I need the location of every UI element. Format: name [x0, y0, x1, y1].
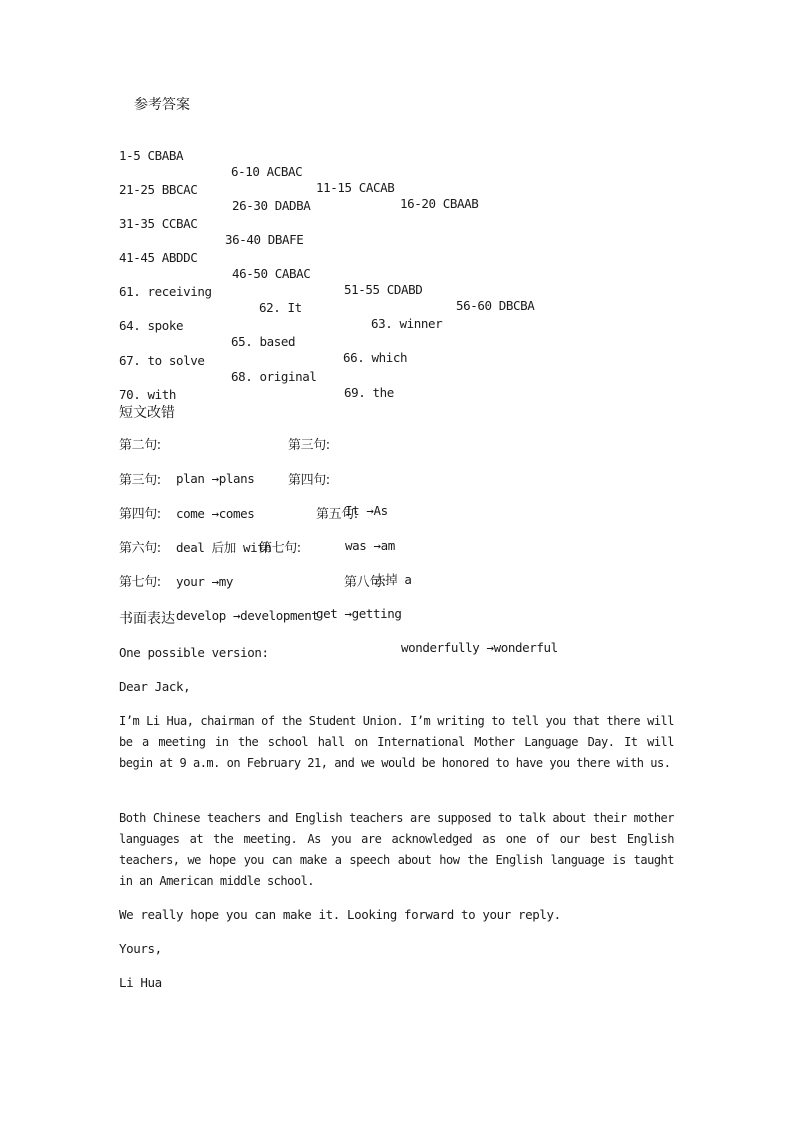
letter-paragraph-1: I’m Li Hua, chairman of the Student Union. I’m writing to tell you that there will be a meeting in the school hall on International Mother Language Day. It will begin at 9 a.m. on February 21, and we would be honored to have you there with us. [119, 714, 674, 770]
mc-group: 36-40 DBAFE [225, 232, 304, 247]
fill-answer: 61. receiving [119, 284, 212, 299]
mc-group: 1-5 CBABA [119, 148, 184, 163]
sentence-label: 第六句: [119, 541, 161, 556]
letter-closing: Yours, [119, 941, 162, 956]
letter-paragraph-3: We really hope you can make it. Looking forward to your reply. [119, 907, 561, 922]
mc-group: 56-60 DBCBA [456, 298, 535, 313]
sentence-label: 第七句: [119, 575, 161, 590]
writing-intro: One possible version: [119, 645, 269, 660]
letter-signature: Li Hua [119, 975, 162, 990]
letter-paragraph-2: Both Chinese teachers and English teachers are supposed to talk about their mother languages at the meeting. As you are acknowledged as one of our best English teachers, we hope you can make a speech about how the English language is taught in an American middle school. [119, 811, 674, 888]
correction-text: come →comes [176, 506, 255, 521]
answers-title: 参考答案 [134, 97, 190, 113]
correction-text: 去掉 a [373, 572, 412, 587]
writing-title: 书面表达 [119, 611, 175, 627]
mc-group: 21-25 BBCAC [119, 182, 198, 197]
mc-group: 46-50 CABAC [232, 266, 311, 281]
correction-text: your →my [176, 574, 234, 589]
fill-answer: 68. original [231, 369, 317, 384]
letter-greeting: Dear Jack, [119, 679, 191, 694]
sentence-label: 第三句: [119, 473, 161, 488]
sentence-label: 第八句: [344, 575, 386, 590]
correction-text: was →am [345, 538, 395, 553]
sentence-label: 第二句: [119, 438, 161, 453]
fill-answer: 70. with [119, 387, 177, 402]
correction-text: It →As [345, 503, 388, 518]
correction-title: 短文改错 [119, 405, 175, 421]
correction-text: develop →development [176, 608, 319, 623]
correction-text: plan →plans [176, 471, 255, 486]
fill-answer: 69. the [344, 385, 394, 400]
sentence-label: 第三句: [288, 438, 330, 453]
mc-group: 26-30 DADBA [232, 198, 311, 213]
mc-group: 51-55 CDABD [344, 282, 423, 297]
mc-group: 41-45 ABDDC [119, 250, 198, 265]
mc-group: 31-35 CCBAC [119, 216, 198, 231]
correction-text: get →getting [316, 606, 402, 621]
mc-group: 6-10 ACBAC [231, 164, 303, 179]
correction-text: wonderfully →wonderful [401, 640, 558, 655]
mc-group: 16-20 CBAAB [400, 196, 479, 211]
fill-answer: 67. to solve [119, 353, 205, 368]
fill-answer: 62. It [259, 300, 302, 315]
fill-answer: 64. spoke [119, 318, 184, 333]
fill-answer: 63. winner [371, 316, 443, 331]
sentence-label: 第四句: [119, 507, 161, 522]
fill-answer: 65. based [231, 334, 296, 349]
sentence-label: 第五句: [316, 507, 358, 522]
mc-group: 11-15 CACAB [316, 180, 395, 195]
correction-text: deal 后加 with [176, 540, 272, 555]
sentence-label: 第七句: [259, 541, 301, 556]
fill-answer: 66. which [343, 350, 408, 365]
sentence-label: 第四句: [288, 473, 330, 488]
